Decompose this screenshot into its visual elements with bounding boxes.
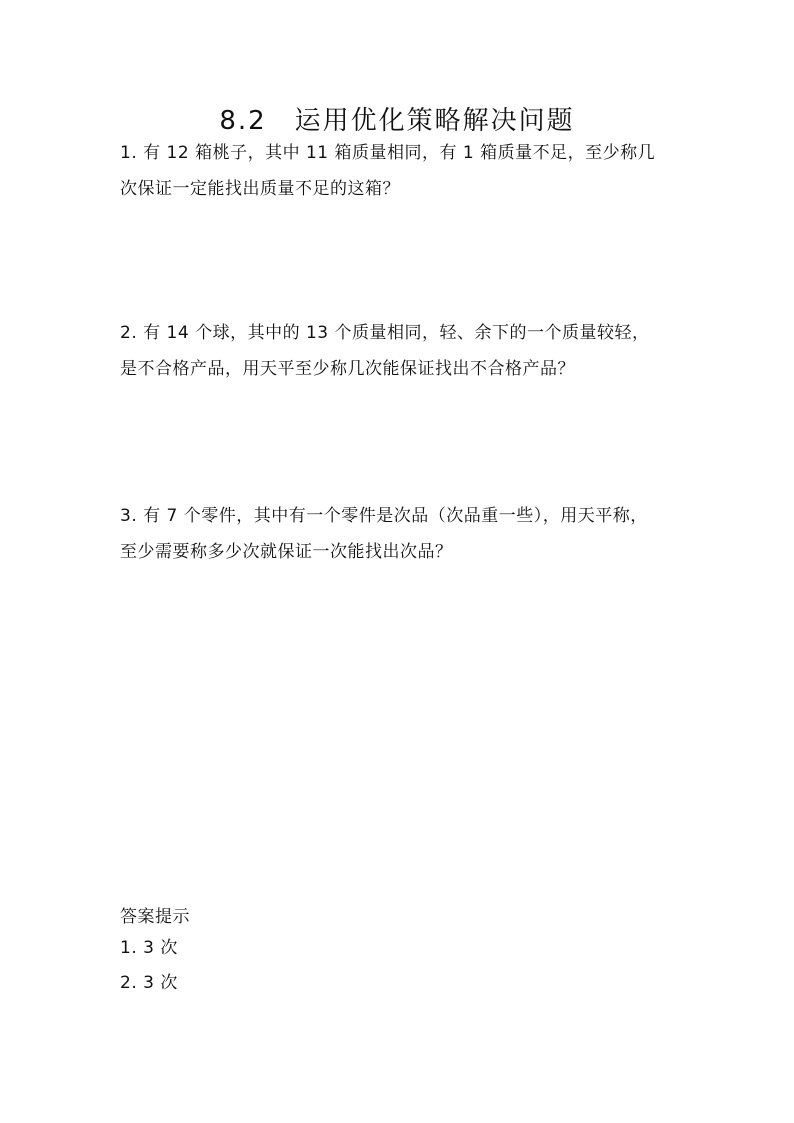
answer-item-2: 2. 3 次 bbox=[120, 973, 178, 993]
question-2-line-2: 是不合格产品，用天平至少称几次能保证找出不合格产品？ bbox=[120, 359, 575, 379]
page-title: 8.2 运用优化策略解决问题 bbox=[219, 106, 575, 136]
question-3-line-2: 至少需要称多少次就保证一次能找出次品？ bbox=[120, 542, 453, 562]
question-3-line-1: 3. 有 7 个零件，其中有一个零件是次品（次品重一些），用天平称， bbox=[120, 506, 648, 526]
answers-heading: 答案提示 bbox=[120, 907, 190, 927]
question-1-line-2: 次保证一定能找出质量不足的这箱？ bbox=[120, 179, 400, 199]
question-2-line-1: 2. 有 14 个球，其中的 13 个质量相同，轻、余下的一个质量较轻， bbox=[120, 323, 650, 343]
question-1-line-1: 1. 有 12 箱桃子，其中 11 箱质量相同，有 1 箱质量不足，至少称几 bbox=[120, 143, 656, 163]
answer-item-1: 1. 3 次 bbox=[120, 938, 178, 958]
